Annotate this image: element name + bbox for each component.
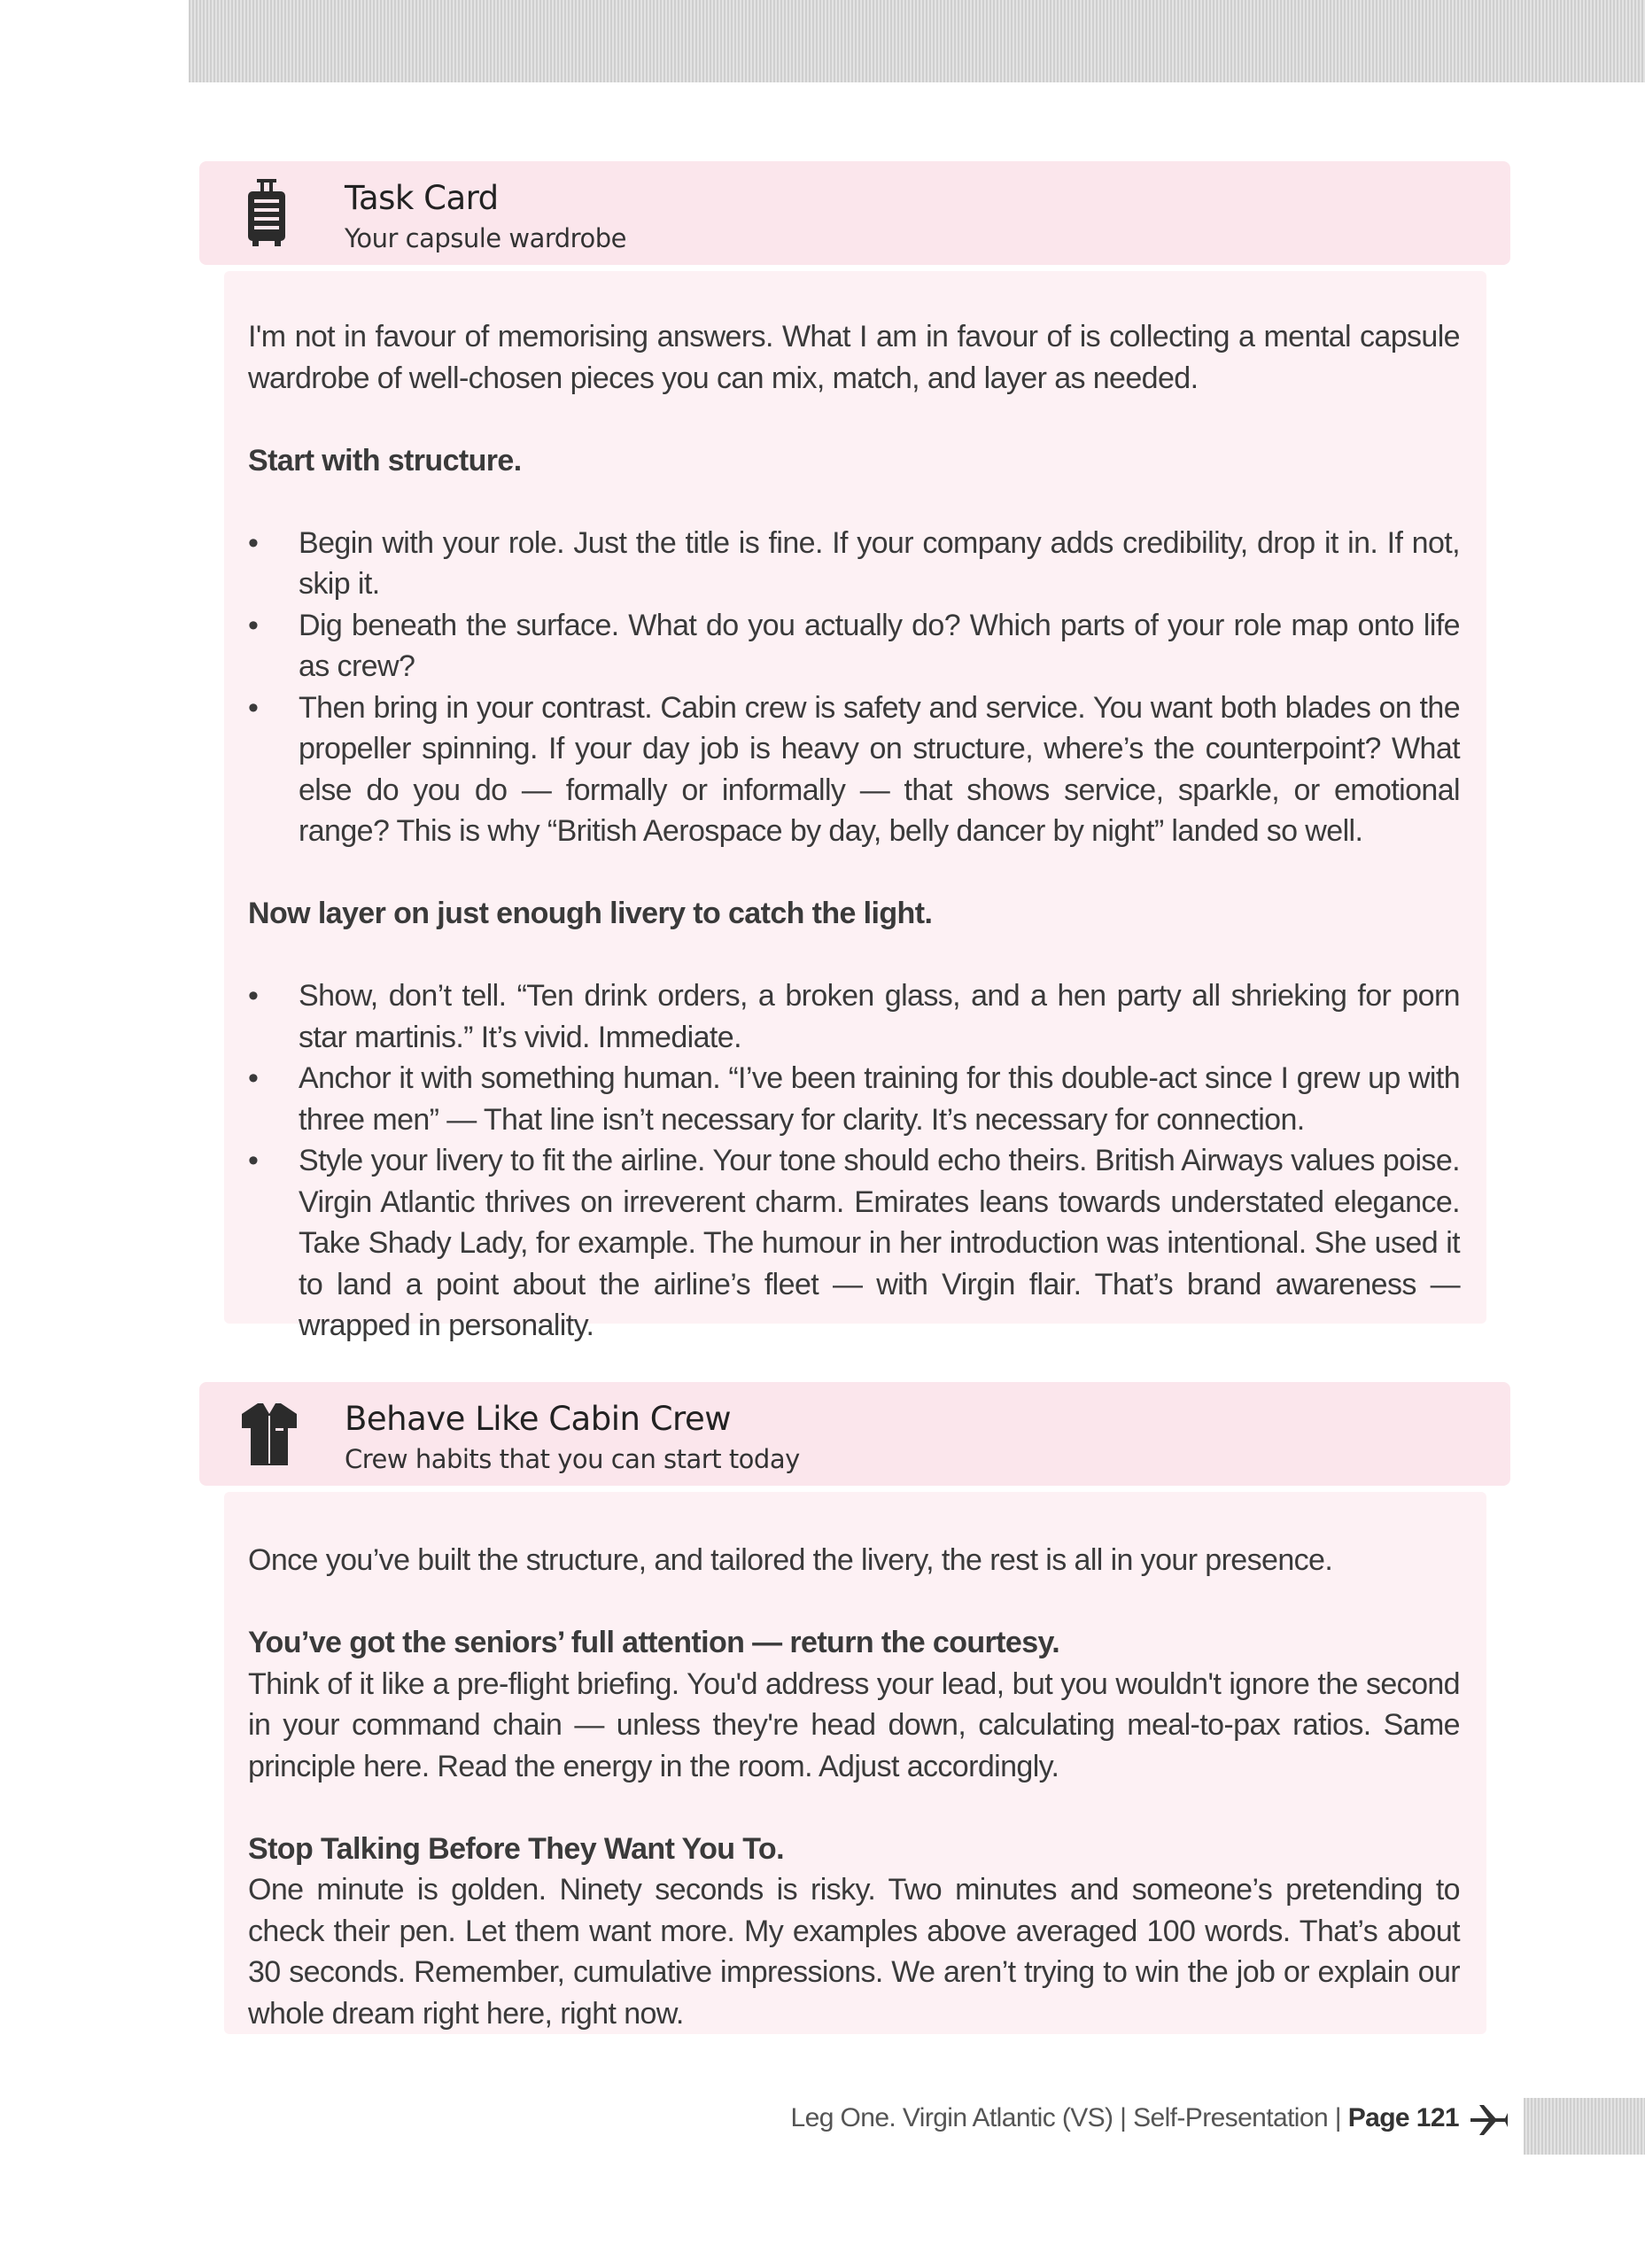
footer-chapter: Leg One. Virgin Atlantic (VS) | Self-Presentation |	[790, 2103, 1348, 2132]
list-item: • Anchor it with something human. “I’ve been training for this double-act since I grew up with three men” — That line isn’t necessary for clarity. It’s necessary for connection.	[248, 1058, 1460, 1140]
luggage-icon	[244, 179, 290, 250]
card-subtitle: Crew habits that you can start today	[345, 1444, 800, 1474]
section-heading-seniors: You’ve got the seniors’ full attention — return the courtesy.	[248, 1626, 1060, 1659]
list-item: • Show, don’t tell. “Ten drink orders, a broken glass, and a hen party all shrieking for porn star martinis.” It’s vivid. Immediate.	[248, 975, 1460, 1058]
card-title: Behave Like Cabin Crew	[345, 1400, 731, 1438]
header-decorative-band	[189, 0, 1645, 82]
behave-card-header	[199, 1382, 1510, 1486]
task-card-header	[199, 161, 1510, 265]
behave-card-intro: Once you’ve built the structure, and tailored the livery, the rest is all in your presence.	[248, 1543, 1333, 1577]
page-number: Page 121	[1347, 2103, 1459, 2132]
card-title: Task Card	[345, 179, 499, 217]
seniors-paragraph: Think of it like a pre-flight briefing. You'd address your lead, but you wouldn't ignore the second in your command chain — unless they're head down, calculating meal-to-pax ratios. Same principle here. Read the energy in the room. Adjust accordingly.	[248, 1666, 1460, 1783]
behave-card-body	[224, 1492, 1486, 2034]
card-subtitle: Your capsule wardrobe	[345, 223, 626, 253]
section-heading-structure: Start with structure.	[248, 443, 522, 478]
list-item: • Dig beneath the surface. What do you actually do? Which parts of your role map onto life as crew?	[248, 605, 1460, 687]
stop-talking-paragraph: One minute is golden. Ninety seconds is risky. Two minutes and someone’s pretending to check their pen. Let them want more. My examples above averaged 100 words. That’s about 30 seconds. Remember, cumulative impressions. We aren’t trying to win the job or explain our whole dream right here, right now.	[248, 1873, 1460, 2031]
page-footer	[791, 2103, 1459, 2133]
section-heading-livery: Now layer on just enough livery to catch the light.	[248, 897, 933, 930]
list-item: • Then bring in your contrast. Cabin crew is safety and service. You want both blades on the propeller spinning. If your day job is heavy on structure, where’s the counterpoint? What else do you do — formally or informally — that shows service, sparkle, or emotional range? This is why “British Aerospace by day, belly dancer by night” landed so well.	[248, 687, 1460, 852]
task-card-body	[224, 271, 1486, 1342]
structure-bullet-list	[248, 523, 1460, 852]
list-item: • Style your livery to fit the airline. Your tone should echo theirs. British Airways values poise. Virgin Atlantic thrives on irreverent charm. Emirates leans towards understated elegance. Take Shady Lady, for example. The humour in her introduction was intentional. She used it to land a point about the airline’s fleet — with Virgin flair. That’s brand awareness — wrapped in personality.	[248, 1140, 1460, 1347]
section-heading-stop-talking: Stop Talking Before They Want You To.	[248, 1831, 784, 1866]
footer-decorative-band	[1524, 2098, 1645, 2155]
uniform-shirt-icon	[240, 1402, 299, 1467]
livery-bullet-list	[248, 975, 1460, 1347]
list-item: • Begin with your role. Just the title is fine. If your company adds credibility, drop it in. If not, skip it.	[248, 523, 1460, 605]
task-card-intro: I'm not in favour of memorising answers. What I am in favour of is collecting a mental capsule wardrobe of well-chosen pieces you can mix, match, and layer as needed.	[248, 320, 1460, 395]
airplane-icon	[1469, 2102, 1509, 2138]
